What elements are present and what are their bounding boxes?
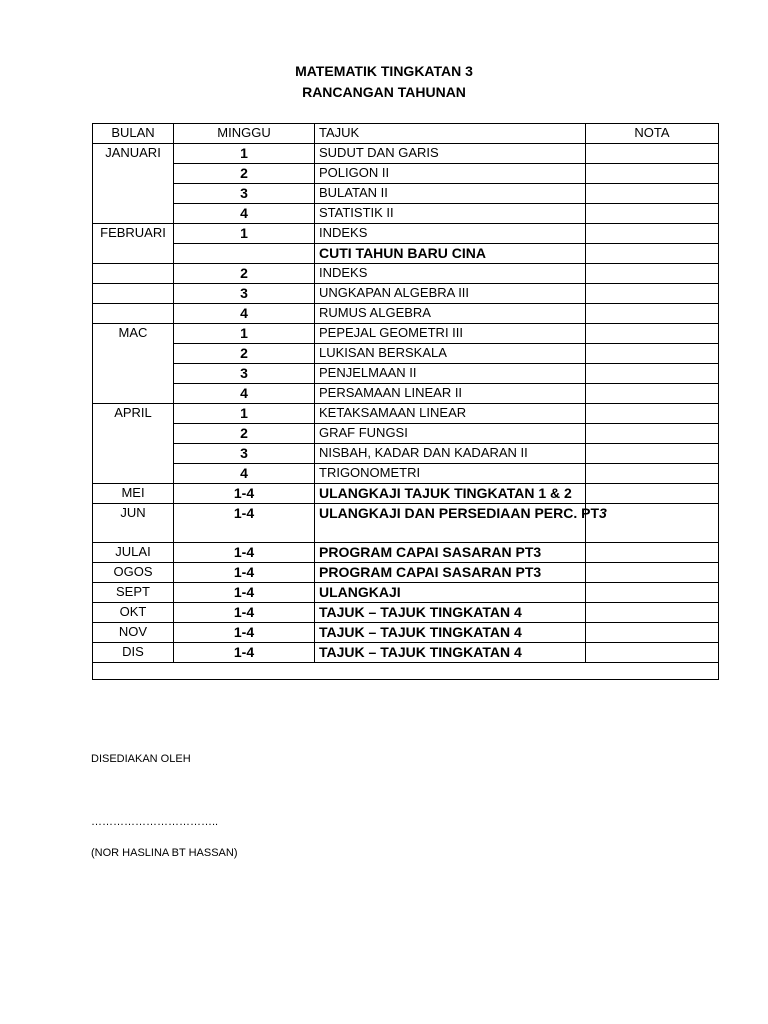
month-cell: NOV <box>93 623 174 643</box>
week-cell: 1-4 <box>174 563 315 583</box>
topic-cell: BULATAN II <box>315 184 586 204</box>
week-cell: 1-4 <box>174 583 315 603</box>
table-row <box>93 464 719 484</box>
week-cell: 4 <box>174 204 315 224</box>
month-cell: OGOS <box>93 563 174 583</box>
note-cell <box>586 204 719 224</box>
table-row <box>93 543 719 563</box>
topic-cell: TAJUK – TAJUK TINGKATAN 4 <box>315 643 586 663</box>
signature-line: …………………………….. <box>91 816 219 828</box>
week-cell: 1 <box>174 404 315 424</box>
week-cell: 3 <box>174 444 315 464</box>
week-cell: 2 <box>174 164 315 184</box>
topic-cell: TAJUK – TAJUK TINGKATAN 4 <box>315 623 586 643</box>
document-title: MATEMATIK TINGKATAN 3 <box>295 63 473 79</box>
table-row <box>93 244 719 264</box>
table-row <box>93 304 719 324</box>
topic-cell: TRIGONOMETRI <box>315 464 586 484</box>
month-cell <box>93 304 174 324</box>
month-cell: OKT <box>93 603 174 623</box>
note-cell <box>586 224 719 244</box>
week-cell: 4 <box>174 384 315 404</box>
document-subtitle: RANCANGAN TAHUNAN <box>302 84 466 100</box>
table-row <box>93 623 719 643</box>
week-cell: 4 <box>174 304 315 324</box>
week-cell: 1-4 <box>174 484 315 504</box>
week-cell: 2 <box>174 424 315 444</box>
table-row <box>93 364 719 384</box>
note-cell <box>586 164 719 184</box>
table-row <box>93 384 719 404</box>
table-row <box>93 424 719 444</box>
month-cell <box>93 264 174 284</box>
note-cell <box>586 244 719 264</box>
topic-cell: KETAKSAMAAN LINEAR <box>315 404 586 424</box>
topic-cell: CUTI TAHUN BARU CINA <box>315 244 586 264</box>
month-cell: SEPT <box>93 583 174 603</box>
preparer-name: (NOR HASLINA BT HASSAN) <box>91 847 238 859</box>
note-cell <box>586 264 719 284</box>
note-cell <box>586 583 719 603</box>
note-cell <box>586 144 719 164</box>
note-cell <box>586 284 719 304</box>
table-row <box>93 404 719 424</box>
header-bulan: BULAN <box>93 124 174 144</box>
note-cell <box>586 603 719 623</box>
table-row <box>93 324 719 344</box>
week-cell: 1 <box>174 144 315 164</box>
note-cell <box>586 184 719 204</box>
note-cell <box>586 623 719 643</box>
note-cell <box>586 324 719 344</box>
month-cell: MEI <box>93 484 174 504</box>
week-cell: 3 <box>174 184 315 204</box>
topic-cell: RUMUS ALGEBRA <box>315 304 586 324</box>
table-row <box>93 643 719 663</box>
topic-cell: PENJELMAAN II <box>315 364 586 384</box>
table-row <box>93 264 719 284</box>
table-row <box>93 284 719 304</box>
table-row <box>93 224 719 244</box>
table-row <box>93 504 719 543</box>
month-cell <box>93 284 174 304</box>
header-tajuk: TAJUK <box>315 124 586 144</box>
topic-text: ULANGKAJI DAN PERSEDIAAN PERC. PT <box>319 505 600 521</box>
table-row <box>93 563 719 583</box>
topic-cell: UNGKAPAN ALGEBRA III <box>315 284 586 304</box>
month-cell: JULAI <box>93 543 174 563</box>
topic-cell: POLIGON II <box>315 164 586 184</box>
table-row <box>93 603 719 623</box>
week-cell: 2 <box>174 264 315 284</box>
week-cell: 1-4 <box>174 623 315 643</box>
note-cell <box>586 543 719 563</box>
topic-cell: INDEKS <box>315 224 586 244</box>
table-row <box>93 164 719 184</box>
week-cell: 2 <box>174 344 315 364</box>
table-row <box>93 344 719 364</box>
topic-cell: PERSAMAAN LINEAR II <box>315 384 586 404</box>
empty-cell <box>93 663 719 680</box>
week-cell <box>174 244 315 264</box>
topic-cell: TAJUK – TAJUK TINGKATAN 4 <box>315 603 586 623</box>
week-cell: 1-4 <box>174 603 315 623</box>
month-cell: MAC <box>93 324 174 404</box>
prepared-by-label: DISEDIAKAN OLEH <box>91 753 191 765</box>
month-cell: DIS <box>93 643 174 663</box>
note-cell <box>586 444 719 464</box>
week-cell: 1-4 <box>174 543 315 563</box>
topic-cell: PROGRAM CAPAI SASARAN PT3 <box>315 543 586 563</box>
topic-cell: ULANGKAJI <box>315 583 586 603</box>
header-minggu: MINGGU <box>174 124 315 144</box>
topic-cell: PEPEJAL GEOMETRI III <box>315 324 586 344</box>
topic-cell: NISBAH, KADAR DAN KADARAN II <box>315 444 586 464</box>
table-header-row <box>93 124 719 144</box>
topic-cell <box>315 504 607 543</box>
week-cell: 1 <box>174 324 315 344</box>
week-cell: 3 <box>174 284 315 304</box>
note-cell <box>586 344 719 364</box>
topic-cell: GRAF FUNGSI <box>315 424 586 444</box>
note-cell <box>586 563 719 583</box>
topic-cell: STATISTIK II <box>315 204 586 224</box>
month-cell: FEBRUARI <box>93 224 174 264</box>
table-row <box>93 204 719 224</box>
note-cell <box>586 424 719 444</box>
annual-plan-table <box>92 123 719 680</box>
note-cell <box>586 304 719 324</box>
note-cell <box>586 404 719 424</box>
table-row <box>93 484 719 504</box>
topic-cell: ULANGKAJI TAJUK TINGKATAN 1 & 2 <box>315 484 586 504</box>
topic-cell: SUDUT DAN GARIS <box>315 144 586 164</box>
table-row <box>93 444 719 464</box>
month-cell: APRIL <box>93 404 174 484</box>
topic-text-tail: 3 <box>599 505 607 521</box>
week-cell: 3 <box>174 364 315 384</box>
month-cell: JUN <box>93 504 174 543</box>
topic-cell: PROGRAM CAPAI SASARAN PT3 <box>315 563 586 583</box>
week-cell: 1-4 <box>174 643 315 663</box>
week-cell: 1-4 <box>174 504 315 543</box>
note-cell <box>586 464 719 484</box>
note-cell <box>586 384 719 404</box>
week-cell: 4 <box>174 464 315 484</box>
table-row <box>93 583 719 603</box>
topic-cell: LUKISAN BERSKALA <box>315 344 586 364</box>
empty-row <box>93 663 719 680</box>
note-cell <box>586 643 719 663</box>
table-row <box>93 144 719 164</box>
note-cell <box>586 484 719 504</box>
week-cell: 1 <box>174 224 315 244</box>
header-nota: NOTA <box>586 124 719 144</box>
table-row <box>93 184 719 204</box>
month-cell: JANUARI <box>93 144 174 224</box>
topic-cell: INDEKS <box>315 264 586 284</box>
note-cell <box>586 364 719 384</box>
